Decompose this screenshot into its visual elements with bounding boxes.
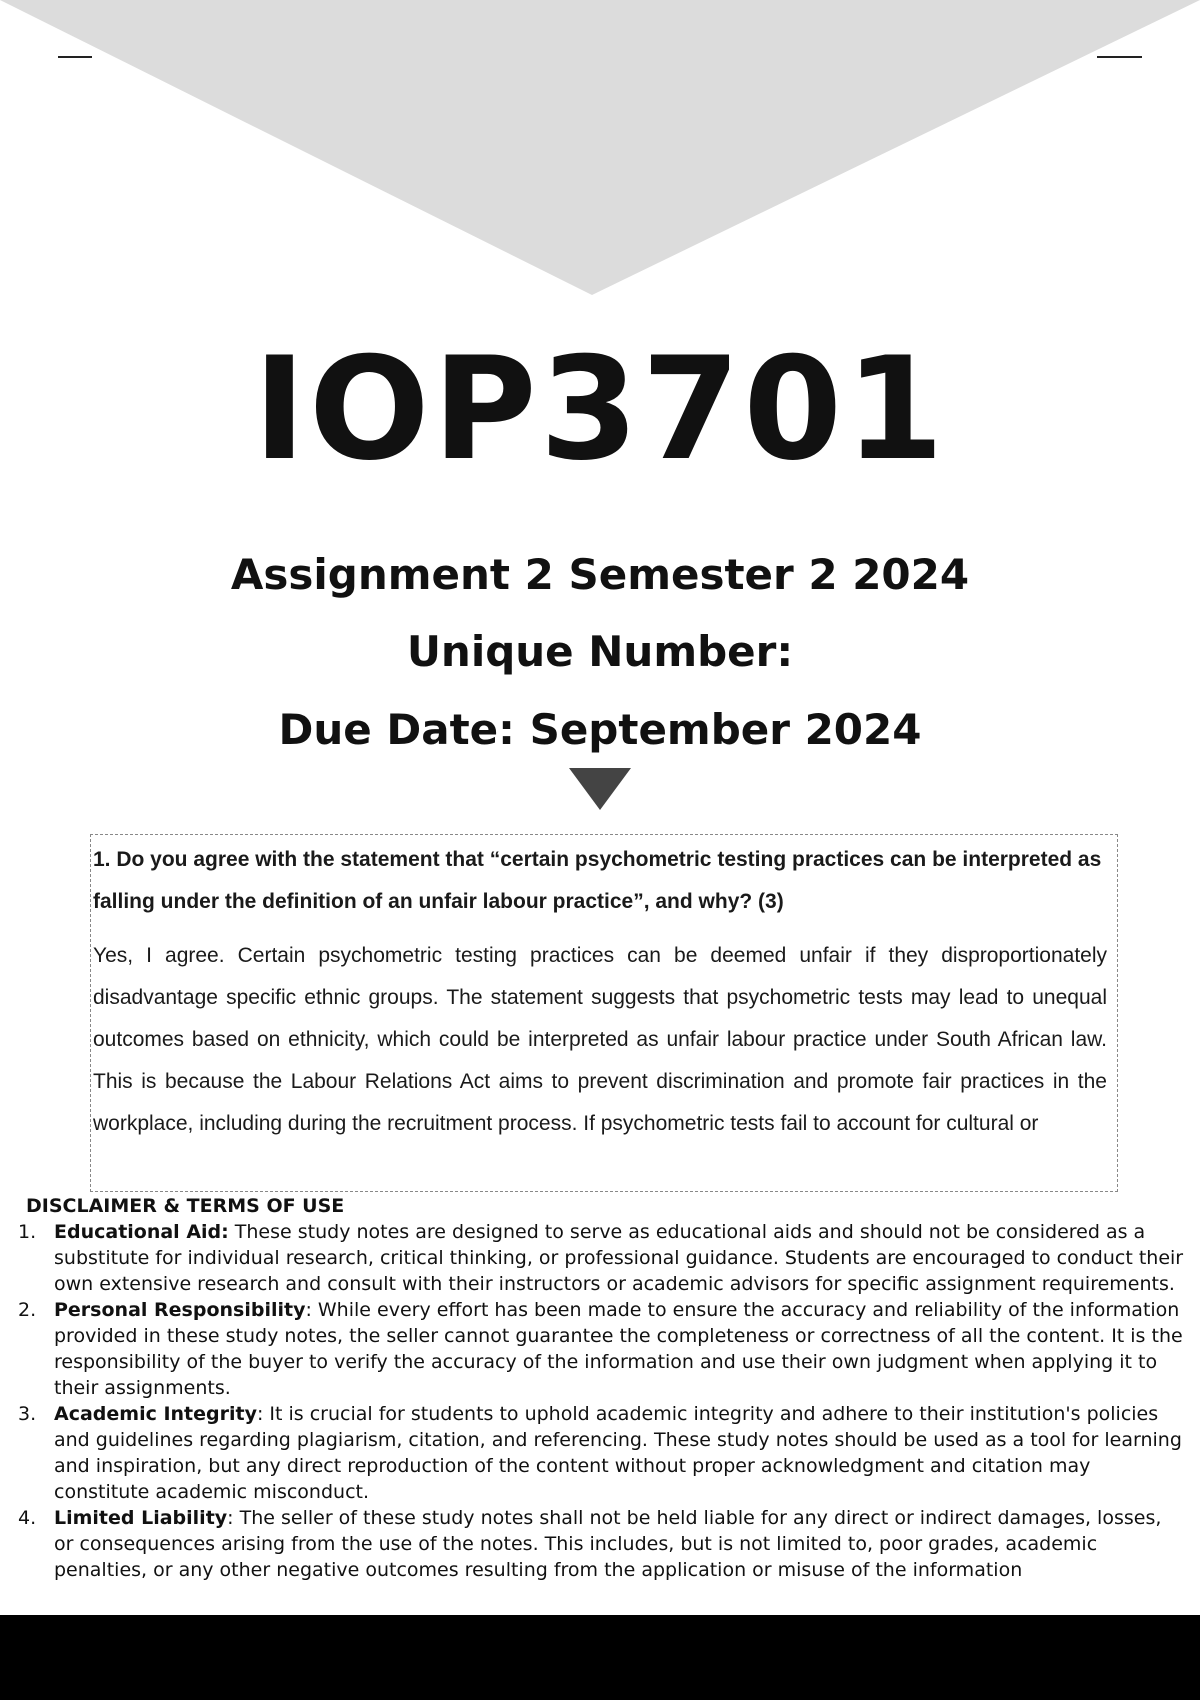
assignment-title: Assignment 2 Semester 2 2024 [230, 550, 970, 599]
question-text: 1. Do you agree with the statement that “certain psychometric testing practices can be interpreted as falling under the definition of an unfair labour practice”, and why? (3) [93, 848, 1102, 913]
disclaimer-item [0, 1297, 1200, 1401]
disclaimer-item-number: 2. [18, 1299, 37, 1321]
disclaimer-item-term: Educational Aid: [54, 1221, 229, 1243]
answer-preview-box [90, 834, 1118, 1192]
disclaimer-item-term: Limited Liability [54, 1507, 228, 1529]
unique-number-label: Unique Number: [406, 627, 794, 676]
course-code-title: IOP3701 [253, 327, 947, 492]
disclaimer-item [0, 1401, 1200, 1505]
disclaimer-item-text: : It is crucial for students to uphold academic integrity and adhere to their institution's policies and guidelines regarding plagiarism, citation, and referencing. These study notes should be used as a tool for learning and inspiration, but any direct reproduction of the content without proper acknowledgment and citation may constitute academic misconduct. [54, 1403, 1182, 1503]
disclaimer-item-number: 4. [18, 1507, 37, 1529]
disclaimer-item [0, 1505, 1200, 1583]
disclaimer-item-number: 1. [18, 1221, 37, 1243]
disclaimer-item-term: Personal Responsibility [54, 1299, 306, 1321]
triangle-down-icon [569, 768, 631, 810]
disclaimer-item-number: 3. [18, 1403, 37, 1425]
disclaimer-item-text: : While every effort has been made to ensure the accuracy and reliability of the information provided in these study notes, the seller cannot guarantee the completeness or correctness of all the content. It is the responsibility of the buyer to verify the accuracy of the information and use their own judgment when applying it to their assignments. [54, 1299, 1183, 1399]
disclaimer-item-text: These study notes are designed to serve as educational aids and should not be considered as a substitute for individual research, critical thinking, or professional guidance. Students are encouraged to conduct their own extensive research and consult with their instructors or academic advisors for specific assignment requirements. [54, 1221, 1184, 1295]
answer-text: Yes, I agree. Certain psychometric testing practices can be deemed unfair if they disproportionately disadvantage specific ethnic groups. The statement suggests that psychometric tests may lead to unequal outcomes based on ethnicity, which could be interpreted as unfair labour practice under South African law. This is because the Labour Relations Act aims to prevent discrimination and promote fair practices in the workplace, including during the recruitment process. If psychometric tests fail to account for cultural or [93, 944, 1107, 1135]
disclaimer-item-term: Academic Integrity [54, 1403, 257, 1425]
bottom-black-bar [0, 1615, 1200, 1700]
header-chevron-decoration [0, 0, 1200, 300]
disclaimer-list [0, 1219, 1200, 1583]
disclaimer-section [0, 1193, 1200, 1615]
disclaimer-title: DISCLAIMER & TERMS OF USE [26, 1195, 345, 1217]
header-chevron-shape [0, 0, 1200, 295]
disclaimer-item-text: : The seller of these study notes shall not be held liable for any direct or indirect damages, losses, or consequences arising from the use of the notes. This includes, but is not limited to, poor grades, academic penalties, or any other negative outcomes resulting from the application or misuse of the information [54, 1507, 1162, 1581]
disclaimer-item [0, 1219, 1200, 1297]
due-date-label: Due Date: September 2024 [278, 705, 922, 754]
